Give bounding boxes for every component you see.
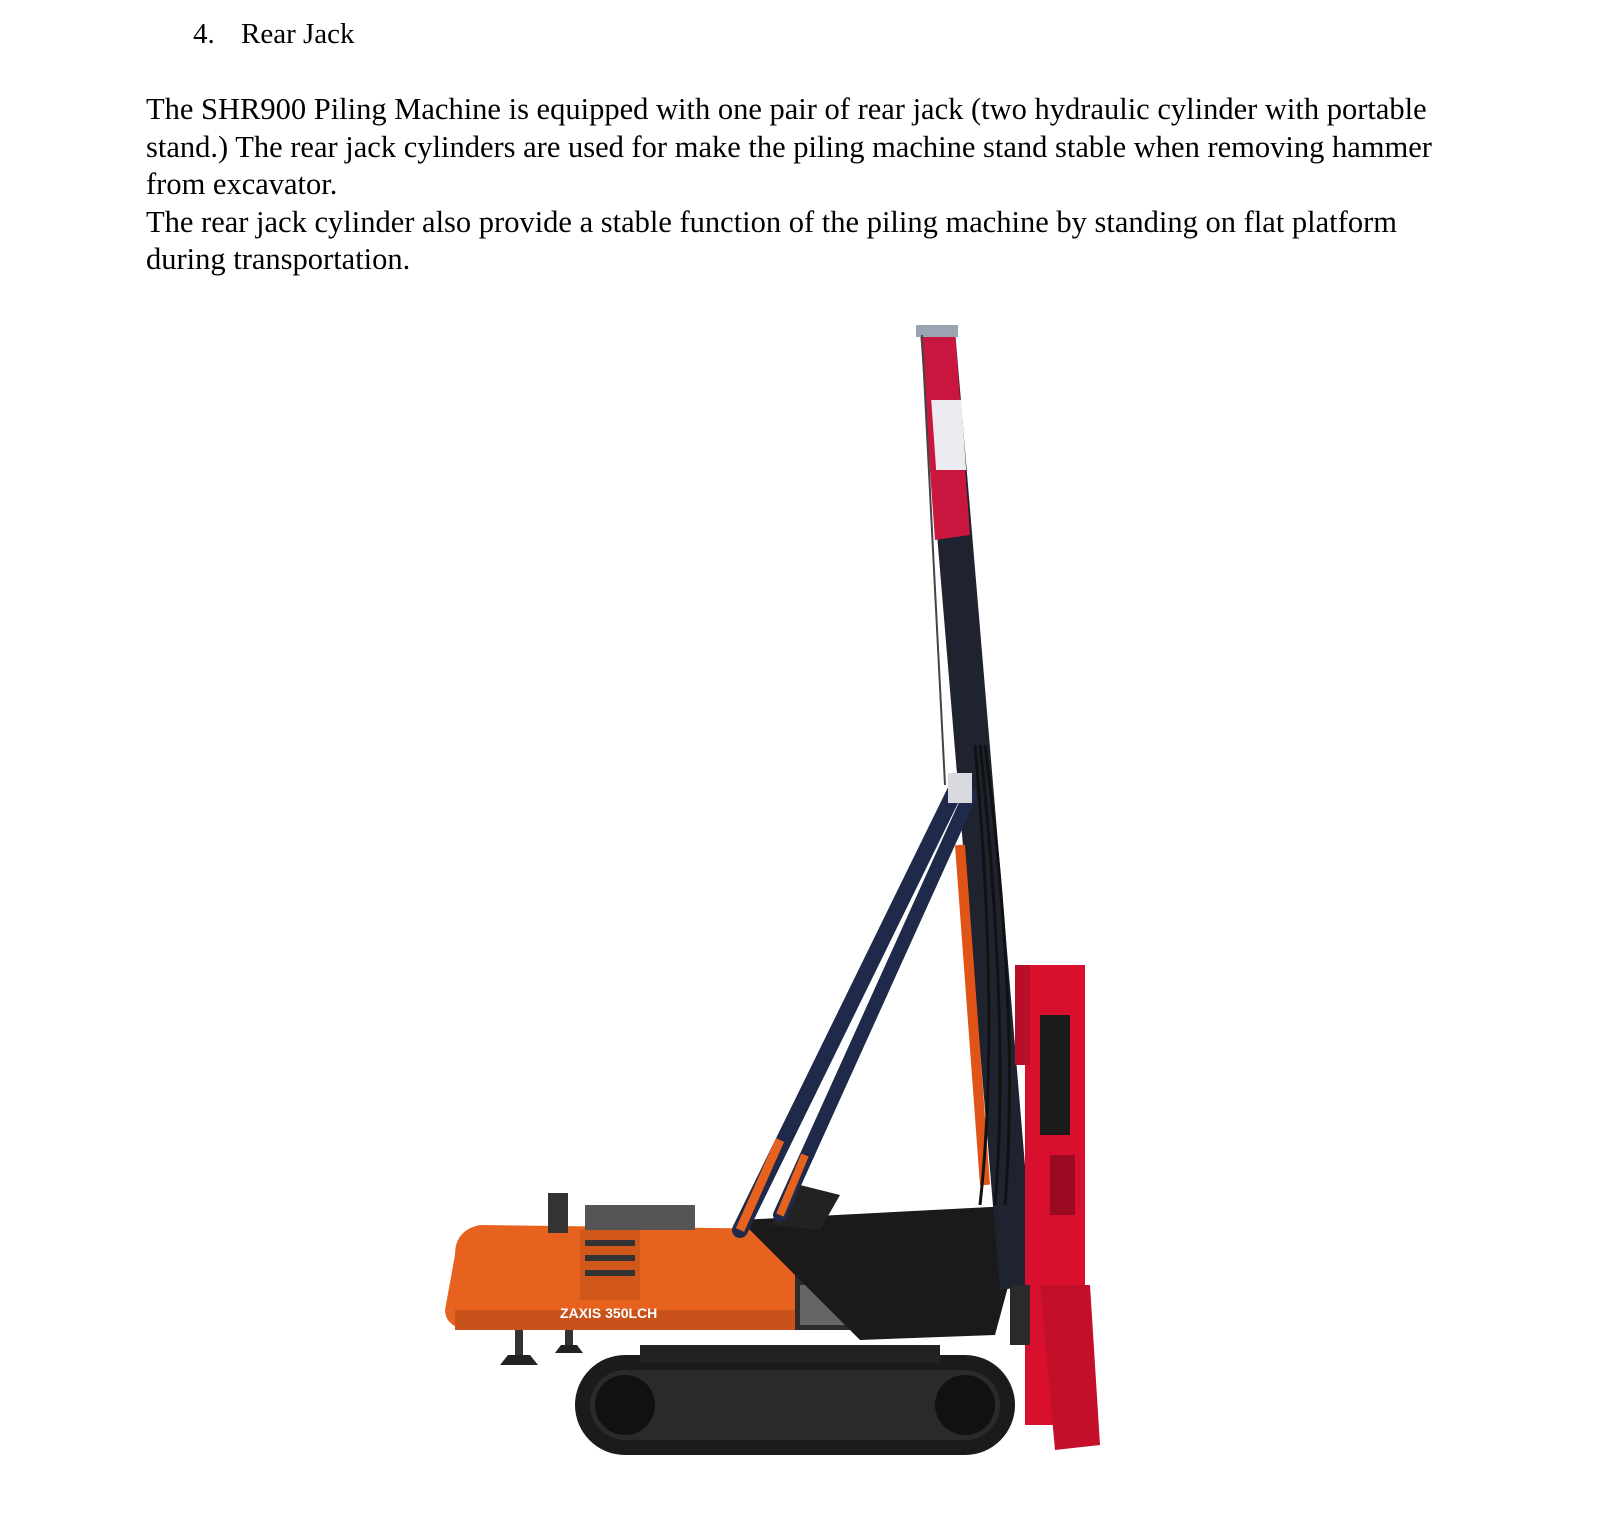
piling-machine-illustration bbox=[440, 325, 1180, 1505]
paragraph-2: The rear jack cylinder also provide a stable function of the piling machine by standing on flat platform during transportation. bbox=[146, 204, 1397, 276]
rear-jack-cylinders bbox=[500, 1325, 583, 1365]
crawler-track bbox=[575, 1345, 1015, 1455]
paragraph-1: The SHR900 Piling Machine is equipped with one pair of rear jack (two hydraulic cylinder with portable stand.) The rear jack cylinders are used for make the piling machine stand stable when removing hammer from excavator. bbox=[146, 92, 1432, 201]
leader-mast bbox=[916, 325, 1035, 1290]
piling-machine-drawing bbox=[440, 325, 1180, 1505]
model-label: ZAXIS 350LCH bbox=[560, 1305, 658, 1321]
section-heading bbox=[193, 14, 355, 54]
backstay-cylinders bbox=[740, 773, 985, 1230]
description bbox=[146, 91, 1446, 279]
section-number: 4. bbox=[193, 18, 215, 50]
section-title: Rear Jack bbox=[241, 18, 355, 50]
